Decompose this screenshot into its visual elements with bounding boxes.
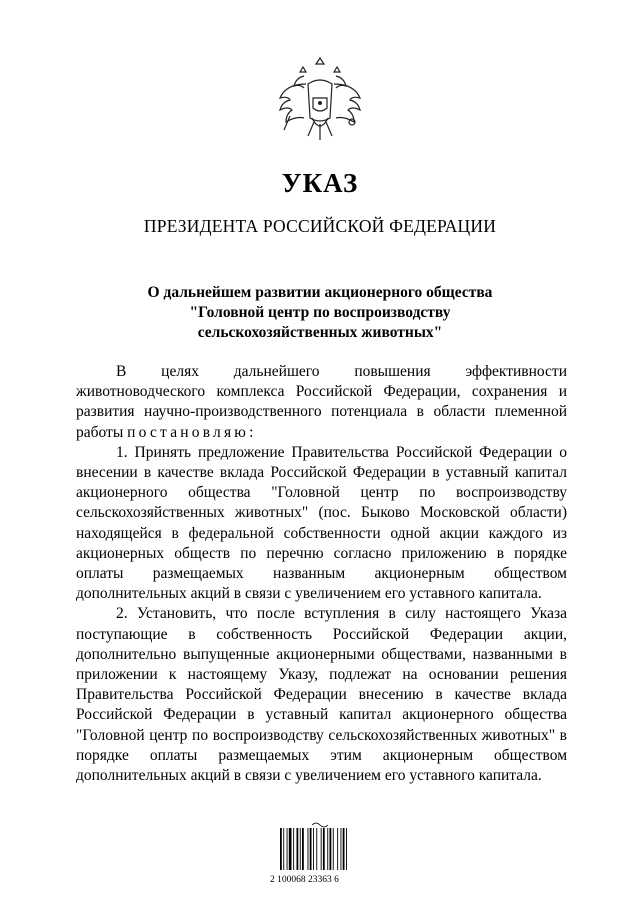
barcode-bar bbox=[300, 828, 301, 870]
intro-verb: постановляю: bbox=[127, 423, 257, 441]
barcode-bar bbox=[346, 828, 347, 870]
barcode-bar bbox=[343, 828, 345, 870]
item-2-paragraph: 2. Установить, что после вступления в силу настоящего Указа поступающие в собственность Российской Федерации акции, дополнительно выпущенные акционерными обществами, названными в приложении к настоящему Указу, подлежат на основании решения Правительства Российской Федерации внесению в качестве вклада Российской Федерации в уставный капитал акционерного общества "Головной центр по воспроизводству сельскохозяйственных животных" в порядке оплаты размещаемых этим акционерным обществом дополнительных акций в связи с увеличением его уставного капитала. bbox=[76, 605, 567, 785]
coat-of-arms-emblem bbox=[276, 54, 364, 150]
decree-heading-line: О дальнейшем развитии акционерного общества bbox=[147, 284, 493, 301]
barcode-bar bbox=[287, 828, 288, 870]
barcode-bar bbox=[327, 828, 328, 870]
barcode-mark-icon bbox=[312, 823, 328, 827]
barcode-bar bbox=[313, 828, 314, 870]
decree-heading bbox=[70, 283, 570, 343]
barcode-bar bbox=[341, 828, 342, 870]
barcode-bar bbox=[323, 828, 325, 870]
barcode-bar bbox=[308, 828, 309, 870]
barcode-bar bbox=[289, 828, 292, 870]
barcode-bar bbox=[293, 828, 294, 870]
barcode-bar bbox=[302, 828, 304, 870]
barcode-bar bbox=[310, 828, 312, 870]
document-title: УКАЗ bbox=[281, 168, 359, 198]
barcode bbox=[270, 818, 370, 885]
barcode-bar bbox=[333, 828, 334, 870]
decree-body bbox=[76, 362, 567, 786]
intro-text: В целях дальнейшего повышения эффективности животноводческого комплекса Российской Федерации, сохранения и развития научно-производственного потенциала в области племенной работы bbox=[76, 363, 567, 441]
document-subtitle: ПРЕЗИДЕНТА РОССИЙСКОЙ ФЕДЕРАЦИИ bbox=[143, 216, 497, 236]
item-1-paragraph: 1. Принять предложение Правительства Российской Федерации о внесении в качестве вклада Российской Федерации в уставный капитал акционерного общества "Головной центр по воспроизводству сельскохозяйственных животных" (пос. Быково Московской области) находящейся в федеральной собственности одной акции каждого из акционерных обществ по перечню согласно приложению в порядке оплаты размещаемых названным акционерным обществом дополнительных акций в связи с увеличением его уставного капитала. bbox=[76, 443, 567, 603]
barcode-bars bbox=[278, 818, 362, 874]
barcode-bar bbox=[280, 828, 282, 870]
barcode-bar bbox=[337, 828, 338, 870]
barcode-number: 2 100068 23363 6 bbox=[270, 875, 339, 885]
barcode-bar bbox=[321, 828, 322, 870]
barcode-bar bbox=[330, 828, 332, 870]
barcode-bar bbox=[297, 828, 299, 870]
intro-paragraph bbox=[76, 362, 567, 443]
barcode-bar bbox=[283, 828, 284, 870]
barcode-bar bbox=[316, 828, 317, 870]
decree-heading-line: сельскохозяйственных животных" bbox=[197, 324, 443, 341]
decree-heading-line: "Головной центр по воспроизводству bbox=[189, 304, 451, 321]
